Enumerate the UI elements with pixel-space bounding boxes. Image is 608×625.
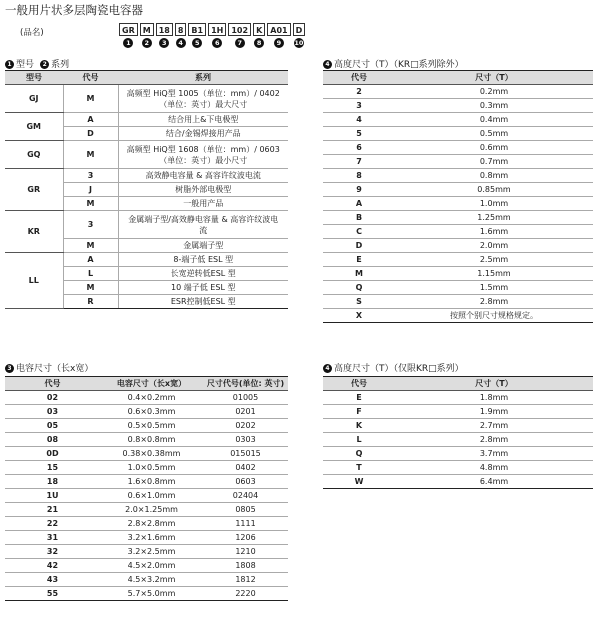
code-cell: Q bbox=[323, 447, 395, 461]
value-cell: 0202 bbox=[203, 419, 288, 433]
section-size-label: 电容尺寸（长x宽） bbox=[16, 364, 94, 374]
marker-2: 2 bbox=[40, 60, 49, 69]
marker-4: 4 bbox=[323, 364, 332, 373]
part-code-marker: 9 bbox=[274, 38, 284, 48]
code-cell: 3 bbox=[323, 99, 395, 113]
value-cell: 1.0×0.5mm bbox=[100, 461, 203, 475]
part-code-marker: 10 bbox=[294, 39, 304, 47]
value-cell: 0.38×0.38mm bbox=[100, 447, 203, 461]
section-height-kr-title bbox=[323, 361, 464, 374]
value-cell: 4.5×2.0mm bbox=[100, 559, 203, 573]
series-cell: 结合/金锡焊接用产品 bbox=[118, 127, 288, 141]
table-row bbox=[5, 517, 288, 531]
table-row bbox=[323, 405, 593, 419]
table-row bbox=[323, 225, 593, 239]
code-cell: 02 bbox=[5, 391, 100, 405]
code-cell: 32 bbox=[5, 545, 100, 559]
code-cell: D bbox=[323, 239, 395, 253]
code-cell: 6 bbox=[323, 141, 395, 155]
code-cell: X bbox=[323, 309, 395, 323]
code-cell: S bbox=[323, 295, 395, 309]
value-cell: 1.9mm bbox=[395, 405, 593, 419]
series-cell: 长宽逆转低ESL 型 bbox=[118, 267, 288, 281]
type-cell: KR bbox=[5, 211, 63, 253]
table-row bbox=[5, 545, 288, 559]
type-series-table bbox=[5, 70, 288, 309]
code-cell: D bbox=[63, 127, 118, 141]
code-cell: 43 bbox=[5, 573, 100, 587]
value-cell: 0.7mm bbox=[395, 155, 593, 169]
table-row bbox=[323, 197, 593, 211]
code-cell: 08 bbox=[5, 433, 100, 447]
table-row bbox=[323, 85, 593, 99]
table-row bbox=[323, 475, 593, 489]
code-cell: 1U bbox=[5, 489, 100, 503]
table-row bbox=[5, 391, 288, 405]
table-row bbox=[5, 489, 288, 503]
code-cell: M bbox=[63, 141, 118, 169]
value-cell: 3.2×2.5mm bbox=[100, 545, 203, 559]
value-cell: 02404 bbox=[203, 489, 288, 503]
table-row bbox=[323, 433, 593, 447]
value-cell: 0.5×0.5mm bbox=[100, 419, 203, 433]
col-header-series: 系列 bbox=[118, 71, 288, 85]
value-cell: 4.5×3.2mm bbox=[100, 573, 203, 587]
code-cell: 8 bbox=[323, 169, 395, 183]
table-row bbox=[5, 573, 288, 587]
code-cell: 5 bbox=[323, 127, 395, 141]
value-cell: 2.8×2.8mm bbox=[100, 517, 203, 531]
table-row bbox=[5, 253, 288, 267]
value-cell: 1.8mm bbox=[395, 391, 593, 405]
code-cell: Q bbox=[323, 281, 395, 295]
table-row bbox=[5, 461, 288, 475]
code-cell: L bbox=[323, 433, 395, 447]
code-cell: M bbox=[63, 85, 118, 113]
table-row bbox=[323, 447, 593, 461]
page-title: 一般用片状多层陶瓷电容器 bbox=[5, 3, 143, 17]
part-code-box: D bbox=[293, 23, 306, 36]
value-cell: 5.7×5.0mm bbox=[100, 587, 203, 601]
size-table bbox=[5, 376, 288, 601]
value-cell: 1.25mm bbox=[395, 211, 593, 225]
table-row bbox=[5, 169, 288, 183]
code-cell: 03 bbox=[5, 405, 100, 419]
value-cell: 0.6×0.3mm bbox=[100, 405, 203, 419]
marker-3: 3 bbox=[5, 364, 14, 373]
table-row bbox=[323, 155, 593, 169]
value-cell: 2.5mm bbox=[395, 253, 593, 267]
col-header-size: 电容尺寸（长x宽） bbox=[100, 377, 203, 391]
value-cell: 2220 bbox=[203, 587, 288, 601]
table-row bbox=[5, 559, 288, 573]
series-cell: 8-端子低 ESL 型 bbox=[118, 253, 288, 267]
code-cell: J bbox=[63, 183, 118, 197]
part-code-box: 102 bbox=[228, 23, 251, 36]
value-cell: 0.8×0.8mm bbox=[100, 433, 203, 447]
table-row bbox=[5, 531, 288, 545]
table-row bbox=[323, 239, 593, 253]
col-header-code: 代号 bbox=[5, 377, 100, 391]
code-cell: A bbox=[63, 253, 118, 267]
table-row bbox=[323, 99, 593, 113]
table-row bbox=[323, 211, 593, 225]
col-header-dimension: 尺寸（T） bbox=[395, 71, 593, 85]
value-cell: 1.15mm bbox=[395, 267, 593, 281]
value-cell: 2.0×1.25mm bbox=[100, 503, 203, 517]
table-row bbox=[5, 419, 288, 433]
code-cell: 7 bbox=[323, 155, 395, 169]
code-cell: 42 bbox=[5, 559, 100, 573]
code-cell: 21 bbox=[5, 503, 100, 517]
part-code-marker: 6 bbox=[212, 38, 222, 48]
value-cell: 0.8mm bbox=[395, 169, 593, 183]
section-series-label: 系列 bbox=[51, 60, 70, 70]
type-cell: GQ bbox=[5, 141, 63, 169]
col-header-code: 代号 bbox=[323, 377, 395, 391]
code-cell: T bbox=[323, 461, 395, 475]
part-code-marker: 2 bbox=[142, 38, 152, 48]
value-cell: 1.0mm bbox=[395, 197, 593, 211]
code-cell: 9 bbox=[323, 183, 395, 197]
value-cell: 2.8mm bbox=[395, 433, 593, 447]
value-cell: 2.0mm bbox=[395, 239, 593, 253]
value-cell: 按照个别尺寸规格规定。 bbox=[395, 309, 593, 323]
part-code-marker: 8 bbox=[254, 38, 264, 48]
table-row bbox=[5, 503, 288, 517]
code-cell: 4 bbox=[323, 113, 395, 127]
part-number-label: (品名) bbox=[20, 28, 44, 38]
table-row bbox=[5, 587, 288, 601]
height-table bbox=[323, 70, 593, 323]
part-code-box: M bbox=[140, 23, 154, 36]
code-cell: 3 bbox=[63, 169, 118, 183]
value-cell: 2.8mm bbox=[395, 295, 593, 309]
code-cell: A bbox=[323, 197, 395, 211]
code-cell: 05 bbox=[5, 419, 100, 433]
table-row bbox=[323, 391, 593, 405]
value-cell: 0.3mm bbox=[395, 99, 593, 113]
code-cell: M bbox=[323, 267, 395, 281]
part-code-box: GR bbox=[119, 23, 138, 36]
value-cell: 6.4mm bbox=[395, 475, 593, 489]
section-height-label: 高度尺寸（T）（KR□系列除外） bbox=[334, 60, 464, 70]
value-cell: 4.8mm bbox=[395, 461, 593, 475]
code-cell: 31 bbox=[5, 531, 100, 545]
code-cell: M bbox=[63, 239, 118, 253]
type-cell: GJ bbox=[5, 85, 63, 113]
code-cell: C bbox=[323, 225, 395, 239]
series-cell: 高效静电容量 & 高容许纹波电流 bbox=[118, 169, 288, 183]
value-cell: 0402 bbox=[203, 461, 288, 475]
part-code-box: 8 bbox=[175, 23, 187, 36]
type-cell: GR bbox=[5, 169, 63, 211]
value-cell: 3.7mm bbox=[395, 447, 593, 461]
value-cell: 0303 bbox=[203, 433, 288, 447]
series-cell: 高频型 HiQ型 1608（单位：mm）/ 0603（单位：英寸）最小尺寸 bbox=[118, 141, 288, 169]
code-cell: M bbox=[63, 197, 118, 211]
part-code-box: A01 bbox=[267, 23, 290, 36]
section-size-title bbox=[5, 361, 93, 374]
table-row bbox=[5, 85, 288, 113]
col-header-inch: 尺寸代号(单位: 英寸) bbox=[203, 377, 288, 391]
section-type-series-title bbox=[5, 57, 69, 70]
table-row bbox=[323, 169, 593, 183]
part-code-marker: 5 bbox=[192, 38, 202, 48]
code-cell: 3 bbox=[63, 211, 118, 239]
code-cell: E bbox=[323, 253, 395, 267]
marker-4: 4 bbox=[323, 60, 332, 69]
code-cell: F bbox=[323, 405, 395, 419]
series-cell: ESR控制低ESL 型 bbox=[118, 295, 288, 309]
part-code-box: B1 bbox=[188, 23, 206, 36]
table-row bbox=[5, 113, 288, 127]
type-cell: LL bbox=[5, 253, 63, 309]
code-cell: 22 bbox=[5, 517, 100, 531]
value-cell: 2.7mm bbox=[395, 419, 593, 433]
part-code-box: 1H bbox=[208, 23, 226, 36]
value-cell: 01005 bbox=[203, 391, 288, 405]
section-height-kr-label: 高度尺寸（T）（仅限KR□系列） bbox=[334, 364, 464, 374]
table-row bbox=[5, 211, 288, 239]
table-row bbox=[323, 127, 593, 141]
value-cell: 1.6mm bbox=[395, 225, 593, 239]
section-type-label: 型号 bbox=[16, 60, 35, 70]
section-height-title bbox=[323, 57, 464, 70]
part-code-box: 18 bbox=[156, 23, 173, 36]
table-row bbox=[5, 475, 288, 489]
value-cell: 0.6×1.0mm bbox=[100, 489, 203, 503]
part-code-box: K bbox=[253, 23, 265, 36]
table-row bbox=[323, 419, 593, 433]
part-code-marker: 1 bbox=[123, 38, 133, 48]
part-code-marker: 4 bbox=[176, 38, 186, 48]
height-kr-table bbox=[323, 376, 593, 489]
series-cell: 金属端子型/高效静电容量 & 高容许纹波电流 bbox=[118, 211, 288, 239]
series-cell: 结合用上&下电极型 bbox=[118, 113, 288, 127]
table-row bbox=[323, 267, 593, 281]
col-header-dimension: 尺寸（T） bbox=[395, 377, 593, 391]
code-cell: 55 bbox=[5, 587, 100, 601]
col-header-code: 代号 bbox=[323, 71, 395, 85]
table-row bbox=[5, 447, 288, 461]
code-cell: 18 bbox=[5, 475, 100, 489]
code-cell: K bbox=[323, 419, 395, 433]
value-cell: 0.5mm bbox=[395, 127, 593, 141]
code-cell: R bbox=[63, 295, 118, 309]
code-cell: B bbox=[323, 211, 395, 225]
value-cell: 1111 bbox=[203, 517, 288, 531]
code-cell: 15 bbox=[5, 461, 100, 475]
value-cell: 0.4mm bbox=[395, 113, 593, 127]
value-cell: 1.6×0.8mm bbox=[100, 475, 203, 489]
value-cell: 0.4×0.2mm bbox=[100, 391, 203, 405]
table-row bbox=[323, 141, 593, 155]
table-row bbox=[323, 113, 593, 127]
table-row bbox=[5, 141, 288, 169]
value-cell: 1812 bbox=[203, 573, 288, 587]
code-cell: L bbox=[63, 267, 118, 281]
value-cell: 0603 bbox=[203, 475, 288, 489]
value-cell: 3.2×1.6mm bbox=[100, 531, 203, 545]
code-cell: A bbox=[63, 113, 118, 127]
value-cell: 1210 bbox=[203, 545, 288, 559]
table-row bbox=[5, 405, 288, 419]
part-code-marker: 7 bbox=[235, 38, 245, 48]
table-row bbox=[323, 183, 593, 197]
table-row bbox=[5, 433, 288, 447]
value-cell: 015015 bbox=[203, 447, 288, 461]
type-cell: GM bbox=[5, 113, 63, 141]
code-cell: M bbox=[63, 281, 118, 295]
table-row bbox=[323, 295, 593, 309]
col-header-type: 型号 bbox=[5, 71, 63, 85]
part-code-marker: 3 bbox=[159, 38, 169, 48]
series-cell: 10 端子低 ESL 型 bbox=[118, 281, 288, 295]
code-cell: 0D bbox=[5, 447, 100, 461]
value-cell: 0.2mm bbox=[395, 85, 593, 99]
value-cell: 1808 bbox=[203, 559, 288, 573]
code-cell: W bbox=[323, 475, 395, 489]
part-number-code-boxes bbox=[119, 23, 305, 36]
table-row bbox=[323, 309, 593, 323]
value-cell: 0201 bbox=[203, 405, 288, 419]
value-cell: 0805 bbox=[203, 503, 288, 517]
series-cell: 高频型 HiQ型 1005（单位：mm）/ 0402（单位：英寸）最大尺寸 bbox=[118, 85, 288, 113]
value-cell: 0.85mm bbox=[395, 183, 593, 197]
series-cell: 金属端子型 bbox=[118, 239, 288, 253]
value-cell: 0.6mm bbox=[395, 141, 593, 155]
col-header-code: 代号 bbox=[63, 71, 118, 85]
series-cell: 树脂外部电极型 bbox=[118, 183, 288, 197]
table-row bbox=[323, 253, 593, 267]
table-row bbox=[323, 281, 593, 295]
code-cell: 2 bbox=[323, 85, 395, 99]
value-cell: 1.5mm bbox=[395, 281, 593, 295]
value-cell: 1206 bbox=[203, 531, 288, 545]
code-cell: E bbox=[323, 391, 395, 405]
table-row bbox=[323, 461, 593, 475]
series-cell: 一般用产品 bbox=[118, 197, 288, 211]
marker-1: 1 bbox=[5, 60, 14, 69]
